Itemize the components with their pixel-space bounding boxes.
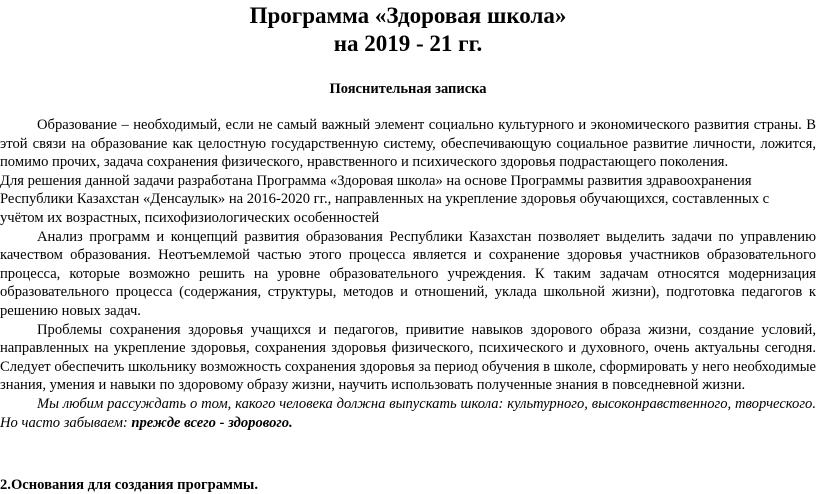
document-title-line-1: Программа «Здоровая школа» [249,3,567,28]
document-title-line-2: на 2019 - 21 гг. [333,31,483,56]
section-heading-foundations: 2.Основания для создания программы. [0,477,258,493]
paragraph-problems: Проблемы сохранения здоровья учащихся и педагогов, привитие навыков здорового образа жизни, создание условий, направленных на укрепление здоровья, сохранения здоровья физического, психического и духовного, очень актуальны сегодня. Следует обеспечить школьнику возможность сохранения здоровья за период обучения в школе, сформировать у него необходимые знания, умения и навыки по здоровому образу жизни, научить использовать полученные знания в повседневной жизни. [0,321,816,394]
paragraph-analysis: Анализ программ и концепций развития образования Республики Казахстан позволяет выделить задачи по управлению качеством образования. Неотъемлемой частью этого процесса является и сохранение здоровья участников образовательного процесса, которые возможно решить на уровне образовательного учреждения. К таким задачам относятся модернизация образовательного процесса (содержания, структуры, методов и отношений, уклада школьной жизни), подготовка педагогов к решению новых задач. [0,228,816,319]
paragraph-education: Образование – необходимый, если не самый важный элемент социально культурного и экономического развития страны. В этой связи на образование как целостную государственную систему, обеспечивающую социальное развитие личности, ложится, помимо прочих, задача сохранения физического, нравственного и психического здоровья подрастающего поколения. [0,117,816,171]
paragraph-quote [0,395,816,432]
paragraph-program-basis: Для решения данной задачи разработана Программа «Здоровая школа» на основе Программы развития здравоохранения Республики Казахстан «Денсаулык» на 2016-2020 гг., направленных на укрепление здоровья обучающихся, составленных с учётом их возрастных, психофизиологических особенностей [0,172,770,226]
explanatory-note-heading: Пояснительная записка [329,81,487,97]
quote-text: Мы любим рассуждать о том, какого человека должна выпускать школа: культурного, высоконравственного, творческого. Но часто забываем: [0,395,816,431]
document-body [0,116,816,432]
quote-emphasis: прежде всего - здорового. [131,414,293,431]
